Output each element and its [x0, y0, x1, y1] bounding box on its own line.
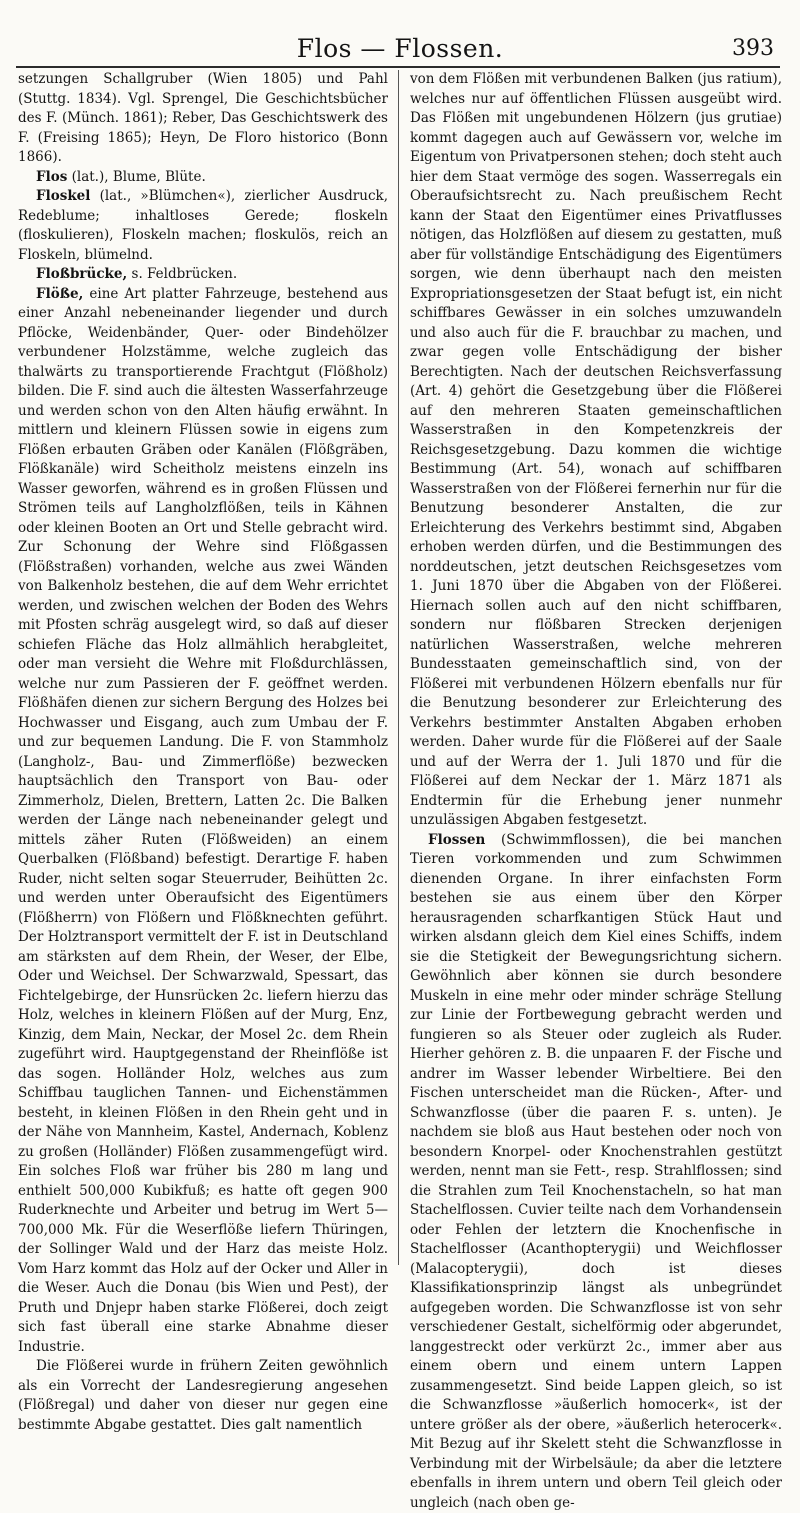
entry-flos — [18, 168, 388, 188]
entry-text: (Schwimmflossen), die bei manchen Tieren vorkommenden und zum Schwimmen dienenden Organe. In ihrer einfachsten Form bestehen sie aus einem über den Körper herausragenden scharfkantigen Stück Haut und wirken alsdann gleich dem Kiel eines Schiffs, indem sie die Stetigkeit der Bewegungsrichtung sichern. Gewöhnlich aber können sie durch besondere Muskeln in eine mehr oder minder schräge Stellung zur Linie der Fortbewegung gebracht werden und fungieren so als Steuer oder zugleich als Ruder. Hierher gehören z. B. die unpaaren F. der Fische und andrer im Wasser lebender Wirbeltiere. Bei den Fischen unterscheidet man die Rücken-, After- und Schwanzflosse (über die paaren F. s. unten). Je nachdem sie bloß aus Haut bestehen oder noch von besondern Knorpel- oder Knochenstrahlen gestützt werden, nennt man sie Fett-, resp. Strahlflossen; sind die Strahlen zum Teil Knochenstacheln, so hat man Stachelflossen. Cuvier teilte nach dem Vorhandensein oder Fehlen der letztern die Knochenfische in Stachelflosser (Acanthopterygii) und Weichflosser (Malacopterygii), doch ist dieses Klassifikationsprinzip längst als unbegründet aufgegeben worden. Die Schwanzflosse ist von sehr verschiedener Gestalt, sichelförmig oder abgerundet, langgestreckt oder verkürzt 2c., immer aber aus einem obern und einem untern Lappen zusammengesetzt. Sind beide Lappen gleich, so ist die Schwanzflosse »äußerlich homocerk«, ist der untere größer als der obere, »äußerlich heterocerk«. Mit Bezug auf ihr Skelett steht die Schwanzflosse in Verbindung mit der Wirbelsäule; da aber die letztere ebenfalls in ihrem untern und obern Teil gleich oder ungleich (nach oben ge- — [410, 832, 782, 1511]
right-column — [410, 70, 782, 1270]
entry-text: eine Art platter Fahrzeuge, bestehend aus einer Anzahl nebeneinander liegender und durch Pflöcke, Weidenbänder, Quer- oder Bindehölzer verbundener Holzstämme, welche zugleich das thalwärts zu transportierende Frachtgut (Flößholz) bilden. Die F. sind auch die ältesten Wasserfahrzeuge und werden schon von den Alten häufig erwähnt. In mittlern und kleinern Flüssen sowie in eigens zum Flößen erbauten Gräben oder Kanälen (Flößgräben, Flößkanäle) wird Scheitholz meistens einzeln ins Wasser geworfen, während es in großen Flüssen und Strömen teils auf Langholzflößen, teils in Kähnen oder kleinen Booten an Ort und Stelle gebracht wird. Zur Schonung der Wehre sind Flößgassen (Flößstraßen) vorhanden, welche aus zwei Wänden von Balkenholz bestehen, die auf dem Wehr errichtet werden, und zwischen welchen der Boden des Wehrs mit Pfosten schräg ausgelegt wird, so daß auf dieser schiefen Fläche das Holz allmählich herabgleitet, oder man versieht die Wehre mit Floßdurchlässen, welche nur zum Passieren der F. geöffnet werden. Flößhäfen dienen zur sichern Bergung des Holzes bei Hochwasser und Eisgang, auch zum Umbau der F. und zur bequemen Landung. Die F. von Stammholz (Langholz-, Bau- und Zimmerflöße) bezwecken hauptsächlich den Transport von Bau- oder Zimmerholz, Dielen, Brettern, Latten 2c. Die Balken werden der Länge nach nebeneinander gelegt und mittels zäher Ruten (Flößweiden) an einem Querbalken (Flößband) befestigt. Derartige F. haben Ruder, nicht selten sogar Steuerruder, Beihütten 2c. und werden unter Oberaufsicht des Eigentümers (Flößherrn) von Flößern und Flößknechten geführt. Der Holztransport vermittelt der F. ist in Deutschland am stärksten auf dem Rhein, der Weser, der Elbe, Oder und Weichsel. Der Schwarzwald, Spessart, das Fichtelgebirge, der Hunsrücken 2c. liefern hierzu das Holz, welches in kleinern Flößen auf der Murg, Enz, Kinzig, dem Main, Neckar, der Mosel 2c. dem Rhein zugeführt wird. Hauptgegenstand der Rheinflöße ist das sogen. Holländer Holz, welches aus zum Schiffbau tauglichen Tannen- und Eichenstämmen besteht, in kleinen Flößen in den Rhein geht und in der Nähe von Mannheim, Kastel, Andernach, Koblenz zu großen (Holländer) Flößen zusammengefügt wird. Ein solches Floß war früher bis 280 m lang und enthielt 500,000 Kubikfuß; es hatte oft gegen 900 Ruderknechte und Arbeiter und betrug im Wert 5—700,000 Mk. Für die Weserflöße liefern Thüringen, der Sollinger Wald und der Harz das meiste Holz. Vom Harz kommt das Holz auf der Ocker und Aller in die Weser. Auch die Donau (bis Wien und Pest), der Pruth und Dnjepr haben starke Flößerei, doch zeigt sich fast überall eine starke Abnahme dieser Industrie. — [18, 286, 388, 1355]
column-divider — [398, 70, 399, 1265]
entry-flossbruecke — [18, 265, 388, 285]
paragraph: Die Flößerei wurde in frühern Zeiten gewöhnlich als ein Vorrecht der Landesregierung angesehen (Flößregal) und daher von dieser nur gegen eine bestimmte Abgabe gestattet. Dies galt namentlich — [18, 1357, 388, 1435]
entry-floskel — [18, 187, 388, 265]
headword: Floskel — [36, 188, 90, 204]
page-number: 393 — [732, 36, 774, 61]
entry-text: (lat.), Blume, Blüte. — [67, 169, 205, 185]
page-header — [0, 30, 800, 64]
entry-flossen — [410, 831, 782, 1513]
running-head: Flos — Flossen. — [0, 34, 800, 63]
entry-continuation: setzungen Schallgruber (Wien 1805) und Pahl (Stuttg. 1834). Vgl. Sprengel, Die Geschichtsbücher des F. (Münch. 1861); Reber, Das Geschichtswerk des F. (Freising 1865); Heyn, De Floro historico (Bonn 1866). — [18, 70, 388, 168]
header-rule — [16, 66, 780, 68]
entry-text: s. Feldbrücken. — [127, 266, 237, 282]
entry-text: (lat., »Blümchen«), zierlicher Ausdruck, Redeblume; inhaltloses Gerede; floskeln (floskulieren), Floskeln machen; floskulös, reich an Floskeln, blümelnd. — [18, 188, 388, 263]
headword: Floßbrücke, — [36, 266, 127, 282]
headword: Flos — [36, 169, 67, 185]
headword: Flossen — [428, 832, 485, 848]
headword: Flöße, — [36, 286, 83, 302]
paragraph-continuation: von dem Flößen mit verbundenen Balken (jus ratium), welches nur auf öffentlichen Flüssen ausgeübt wird. Das Flößen mit ungebundenen Hölzern (jus grutiae) kommt dagegen auch auf Gewässern vor, welche im Eigentum von Privatpersonen stehen; doch steht auch hier dem Staat vermöge des sogen. Wasserregals ein Oberaufsichtsrecht zu. Nach preußischem Recht kann der Staat den Eigentümer eines Privatflusses nötigen, das Holzflößen auf diesem zu gestatten, muß aber für vollständige Entschädigung des Eigentümers sorgen, wie denn überhaupt nach den meisten Expropriationsgesetzen der Staat befugt ist, ein nicht schiffbares Gewässer in ein solches umzuwandeln und also auch für die F. brauchbar zu machen, und zwar gegen volle Entschädigung der bisher Berechtigten. Nach der deutschen Reichsverfassung (Art. 4) gehört die Gesetzgebung über die Flößerei auf den mehreren Staaten gemeinschaftlichen Wasserstraßen in den Kompetenzkreis der Reichsgesetzgebung. Dazu kommen die wichtige Bestimmung (Art. 54), wonach auf schiffbaren Wasserstraßen von der Flößerei fernerhin nur für die Benutzung besonderer Anstalten, die zur Erleichterung des Verkehrs bestimmt sind, Abgaben erhoben werden dürfen, und die Bestimmungen des norddeutschen, jetzt deutschen Reichsgesetzes vom 1. Juni 1870 über die Abgaben von der Flößerei. Hiernach sollen auch auf den nicht schiffbaren, sondern nur flößbaren Strecken derjenigen natürlichen Wasserstraßen, welche mehreren Bundesstaaten gemeinschaftlich sind, von der Flößerei mit verbundenen Hölzern ebenfalls nur für die Benutzung besonderer zur Erleichterung des Verkehrs bestimmter Anstalten Abgaben erhoben werden. Daher wurde für die Flößerei auf der Saale und auf der Werra der 1. Juli 1870 und für die Flößerei auf dem Neckar der 1. März 1871 als Endtermin für die Erhebung jener nunmehr unzulässigen Abgaben festgesetzt. — [410, 70, 782, 831]
left-column — [18, 70, 388, 1270]
entry-floesse — [18, 285, 388, 1358]
